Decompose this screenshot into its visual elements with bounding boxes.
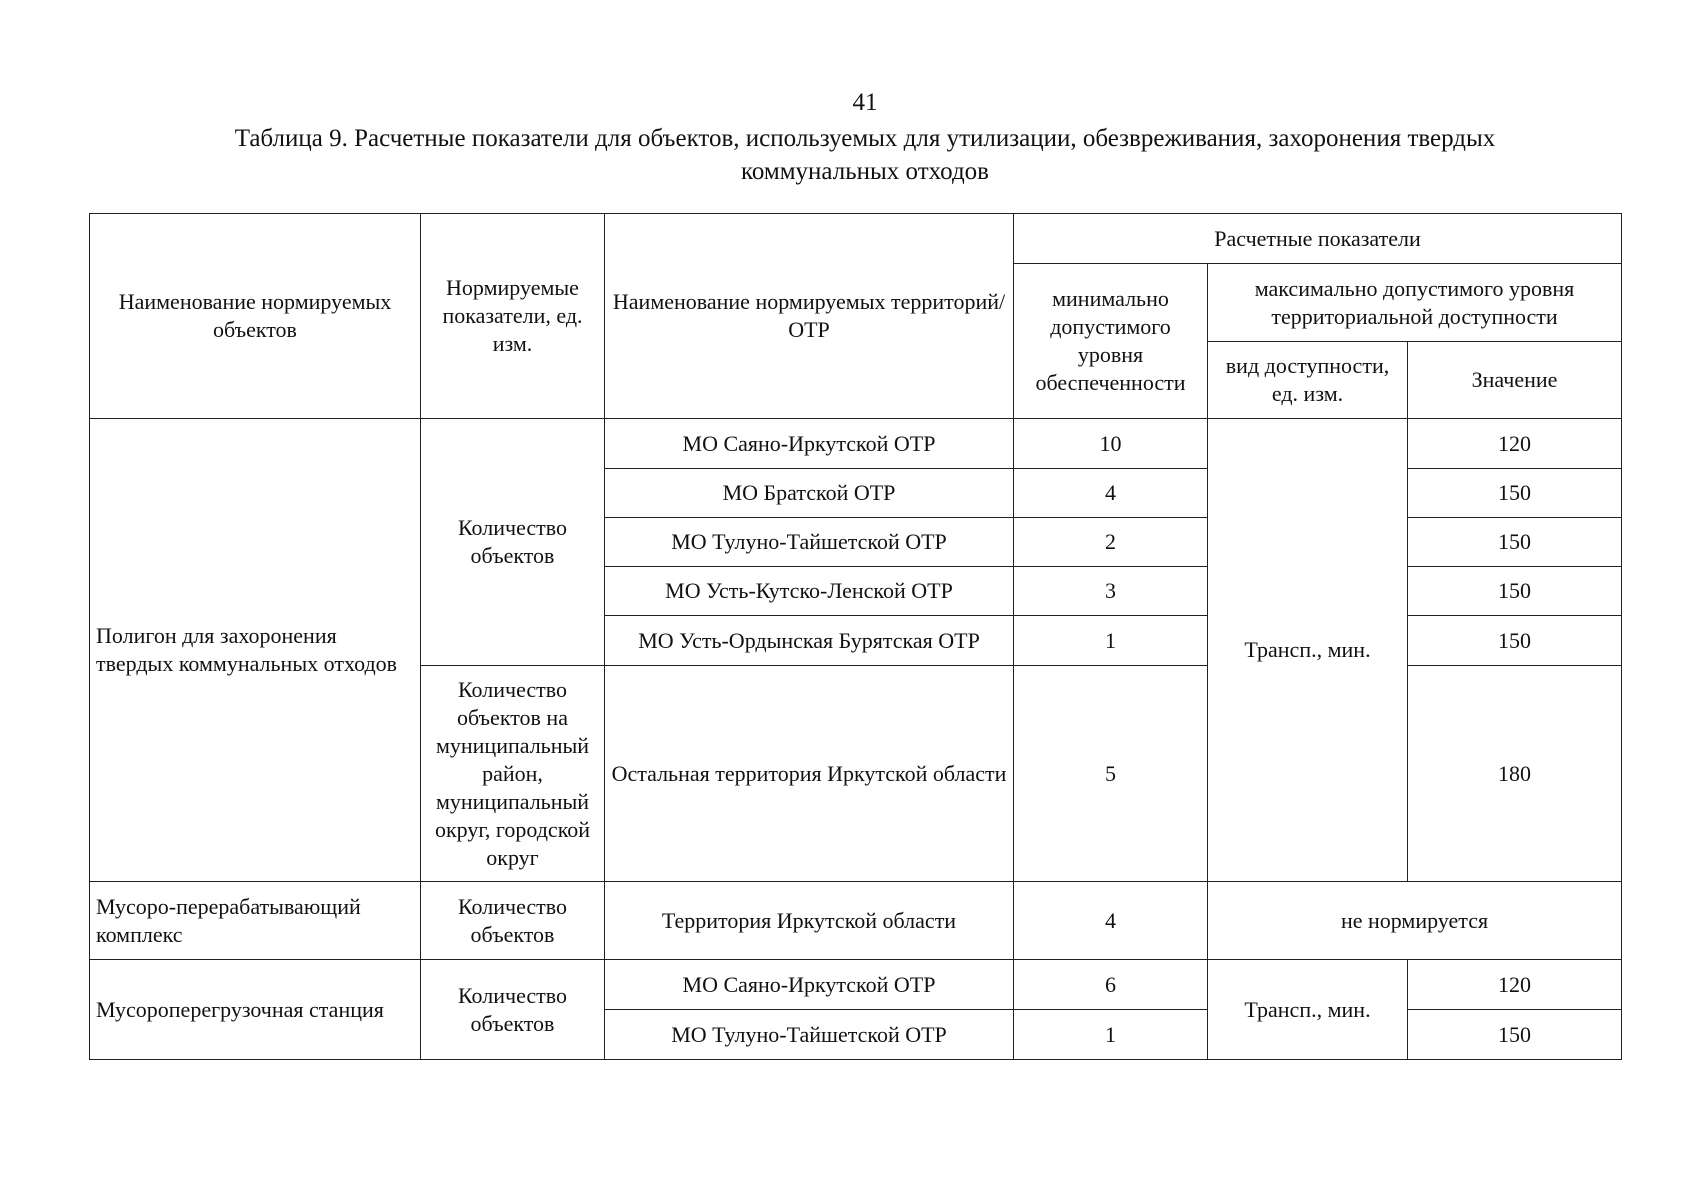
landfill-indicator-per-district: Количество объектов на муниципальный район, муниципальный округ, городской округ — [421, 666, 605, 882]
header-calc: Расчетные показатели — [1014, 214, 1622, 264]
value-cell: 120 — [1408, 419, 1622, 469]
header-min-level: минимально допустимого уровня обеспеченности — [1014, 264, 1208, 419]
min-cell: 4 — [1014, 469, 1208, 518]
table-title — [90, 122, 1640, 188]
value-cell: 120 — [1408, 960, 1622, 1010]
min-cell: 1 — [1014, 616, 1208, 666]
value-cell: 150 — [1408, 518, 1622, 567]
min-cell: 6 — [1014, 960, 1208, 1010]
page-number: 41 — [852, 89, 878, 116]
header-indicators: Нормируемые показатели, ед. изм. — [421, 214, 605, 419]
value-cell: 150 — [1408, 469, 1622, 518]
header-access-type: вид доступности, ед. изм. — [1208, 342, 1408, 419]
transfer-access-type: Трансп., мин. — [1208, 960, 1408, 1060]
sorting-not-normed: не нормируется — [1208, 882, 1622, 960]
territory-cell: МО Братской ОТР — [605, 469, 1014, 518]
min-cell: 2 — [1014, 518, 1208, 567]
min-cell: 10 — [1014, 419, 1208, 469]
min-cell: 5 — [1014, 666, 1208, 882]
territory-cell: МО Усть-Ордынская Бурятская ОТР — [605, 616, 1014, 666]
table-row — [90, 882, 1622, 960]
transfer-indicator: Количество объектов — [421, 960, 605, 1060]
value-cell: 150 — [1408, 567, 1622, 616]
header-value: Значение — [1408, 342, 1622, 419]
table-row — [90, 960, 1622, 1010]
min-cell: 4 — [1014, 882, 1208, 960]
territory-cell: МО Саяно-Иркутской ОТР — [605, 419, 1014, 469]
sorting-object: Мусоро-перерабатывающий комплекс — [90, 882, 421, 960]
header-territory: Наименование нормируемых территорий/ОТР — [605, 214, 1014, 419]
landfill-object: Полигон для захоронения твердых коммунальных отходов — [90, 419, 421, 882]
landfill-indicator-count: Количество объектов — [421, 419, 605, 666]
min-cell: 1 — [1014, 1010, 1208, 1060]
table-row — [90, 419, 1622, 469]
min-cell: 3 — [1014, 567, 1208, 616]
transfer-object: Мусороперегрузочная станция — [90, 960, 421, 1060]
territory-cell: МО Саяно-Иркутской ОТР — [605, 960, 1014, 1010]
value-cell: 150 — [1408, 616, 1622, 666]
header-row — [90, 214, 1622, 264]
territory-cell: МО Усть-Кутско-Ленской ОТР — [605, 567, 1014, 616]
territory-cell: Остальная территория Иркутской области — [605, 666, 1014, 882]
sorting-indicator: Количество объектов — [421, 882, 605, 960]
landfill-access-type: Трансп., мин. — [1208, 419, 1408, 882]
header-object-name: Наименование нормируемых объектов — [90, 214, 421, 419]
table-title-line-1: Таблица 9. Расчетные показатели для объектов, используемых для утилизации, обезвреживания, захоронения твердых — [234, 125, 1496, 152]
header-max-level: максимально допустимого уровня территориальной доступности — [1208, 264, 1622, 342]
territory-cell: Территория Иркутской области — [605, 882, 1014, 960]
value-cell: 150 — [1408, 1010, 1622, 1060]
territory-cell: МО Тулуно-Тайшетской ОТР — [605, 1010, 1014, 1060]
indicators-table — [89, 213, 1622, 1060]
territory-cell: МО Тулуно-Тайшетской ОТР — [605, 518, 1014, 567]
table-title-line-2: коммунальных отходов — [741, 158, 989, 185]
value-cell: 180 — [1408, 666, 1622, 882]
